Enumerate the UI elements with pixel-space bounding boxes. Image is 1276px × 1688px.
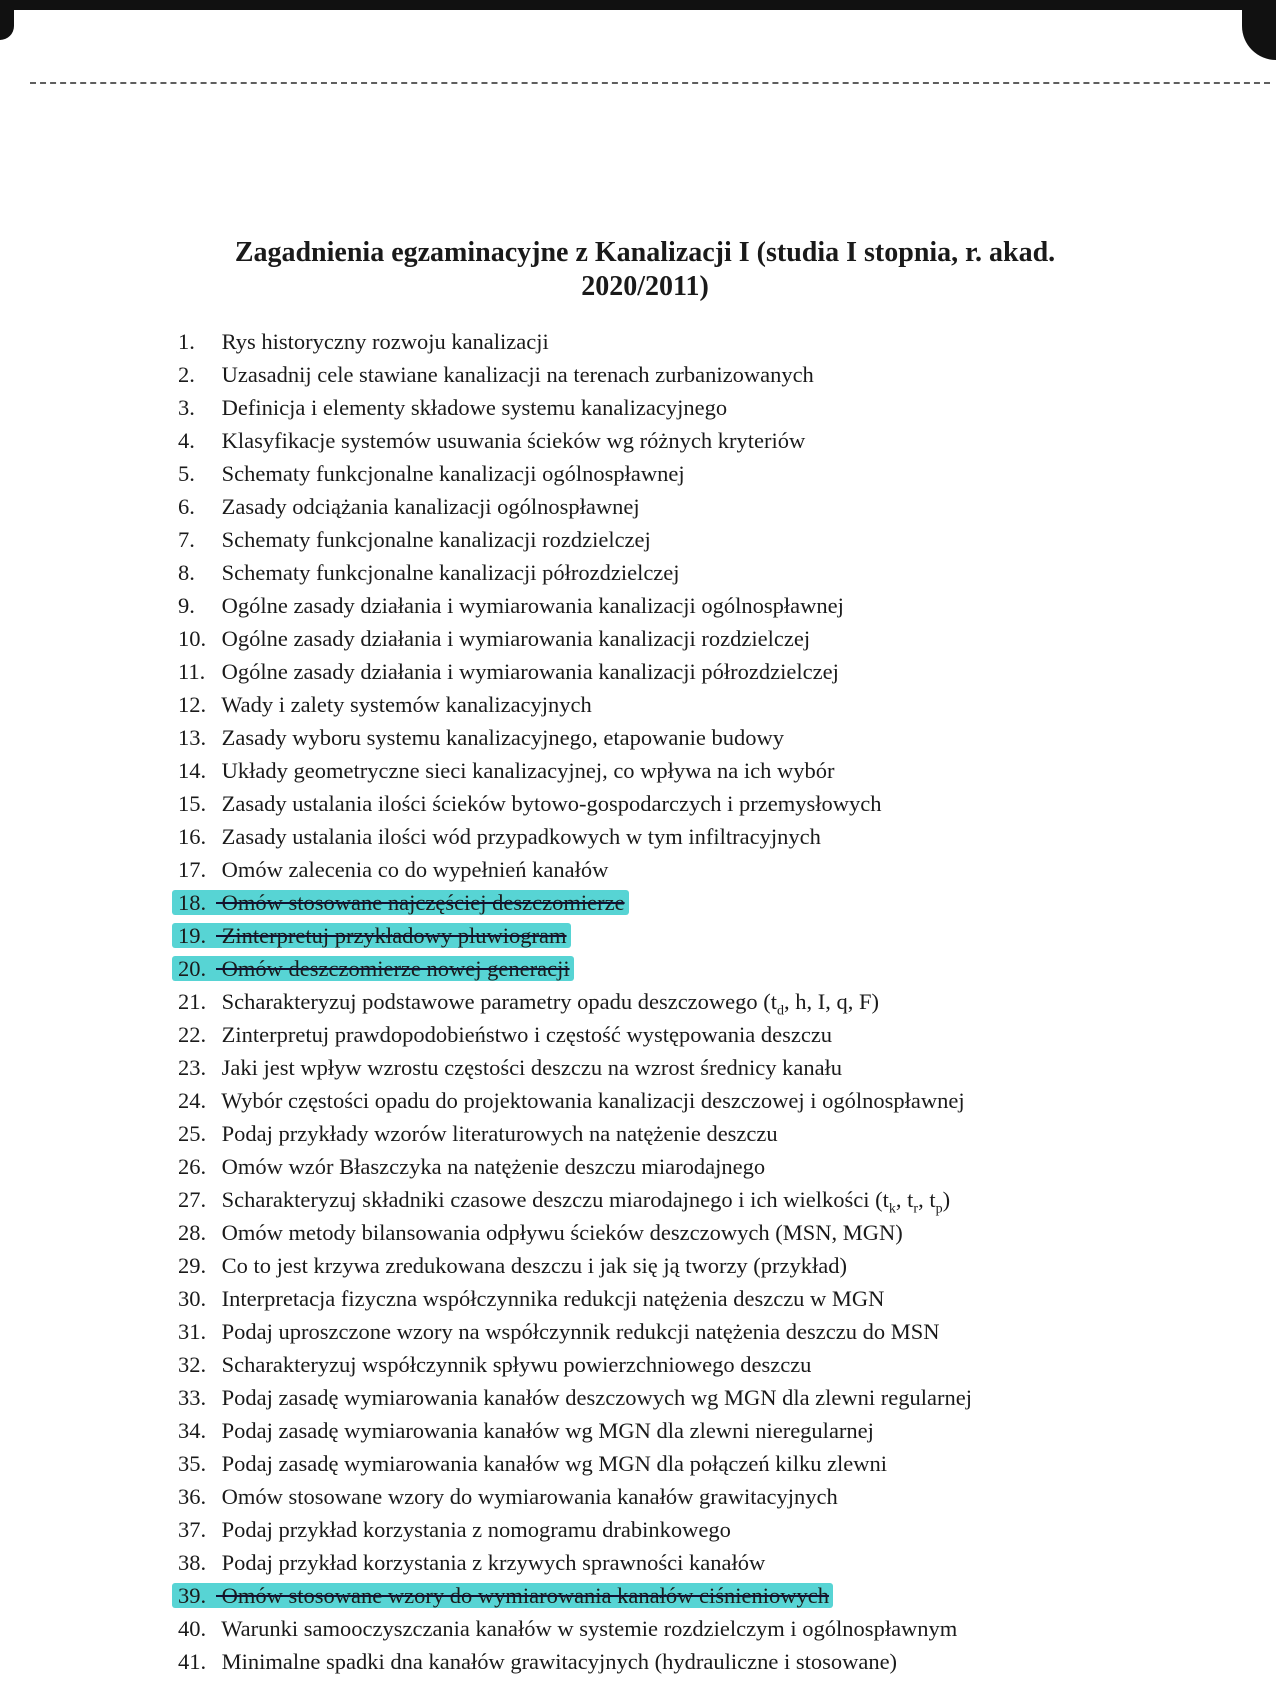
- item-content: [178, 758, 835, 783]
- item-content: [178, 1517, 731, 1542]
- highlighted-item: [172, 923, 571, 948]
- highlighted-item: [172, 1583, 833, 1608]
- exam-question-list: [178, 325, 1178, 1678]
- list-item: [178, 1381, 1178, 1414]
- list-item: [178, 325, 1178, 358]
- item-text: Jaki jest wpływ wzrostu częstości deszczu na wzrost średnicy kanału: [216, 1055, 843, 1080]
- item-number: 2.: [178, 362, 195, 387]
- highlighted-item: [172, 956, 574, 981]
- formula-part: , t: [918, 1187, 936, 1212]
- highlighted-item: [172, 890, 629, 915]
- item-number: 9.: [178, 593, 195, 618]
- item-number: 28.: [178, 1220, 207, 1245]
- item-content: [178, 395, 727, 420]
- list-item: [178, 1414, 1178, 1447]
- item-content: [178, 725, 784, 750]
- item-number: 30.: [178, 1286, 207, 1311]
- list-item: [178, 1282, 1178, 1315]
- item-number: 27.: [178, 1187, 207, 1212]
- list-item: [178, 1579, 1178, 1612]
- item-text: Podaj uproszczone wzory na współczynnik redukcji natężenia deszczu do MSN: [216, 1319, 940, 1344]
- item-number: 16.: [178, 824, 207, 849]
- item-text: Ogólne zasady działania i wymiarowania kanalizacji ogólnospławnej: [216, 593, 844, 618]
- formula-subscript: p: [935, 1201, 943, 1217]
- item-number: 15.: [178, 791, 207, 816]
- item-text: Podaj przykłady wzorów literaturowych na natężenie deszczu: [216, 1121, 778, 1146]
- item-content: [178, 1286, 884, 1311]
- list-item: [178, 1051, 1178, 1084]
- item-text: Podaj zasadę wymiarowania kanałów wg MGN dla zlewni nieregularnej: [216, 1418, 874, 1443]
- item-number: 13.: [178, 725, 207, 750]
- item-number: 36.: [178, 1484, 207, 1509]
- item-content: [178, 1022, 832, 1047]
- item-text: Warunki samooczyszczania kanałów w systemie rozdzielczym i ogólnospławnym: [216, 1616, 958, 1641]
- list-item: [178, 1612, 1178, 1645]
- formula-part: , h, I, q, F): [784, 989, 880, 1014]
- item-number: 26.: [178, 1154, 207, 1179]
- title-line-1: Zagadnienia egzaminacyjne z Kanalizacji I (studia I stopnia, r. akad.: [234, 237, 1056, 268]
- scan-edge-top: [0, 0, 1276, 10]
- formula-subscript: k: [888, 1201, 896, 1217]
- page-title: [200, 236, 1090, 304]
- list-item: [178, 589, 1178, 622]
- list-item: [178, 1546, 1178, 1579]
- item-number: 1.: [178, 329, 195, 354]
- item-text: Zasady ustalania ilości wód przypadkowych w tym infiltracyjnych: [216, 824, 821, 849]
- item-content: [178, 989, 880, 1019]
- item-text: Zasady ustalania ilości ścieków bytowo-gospodarczych i przemysłowych: [216, 791, 882, 816]
- item-text: Omów stosowane wzory do wymiarowania kanałów ciśnieniowych: [216, 1583, 829, 1608]
- list-item: [178, 1447, 1178, 1480]
- formula-part: ): [942, 1187, 951, 1212]
- item-text: Podaj przykład korzystania z nomogramu drabinkowego: [216, 1517, 731, 1542]
- item-number: 29.: [178, 1253, 207, 1278]
- list-item: [178, 1249, 1178, 1282]
- item-text: Schematy funkcjonalne kanalizacji ogólnospławnej: [216, 461, 685, 486]
- list-item: [178, 1183, 1178, 1216]
- item-text: Schematy funkcjonalne kanalizacji półrozdzielczej: [216, 560, 680, 585]
- item-content: [178, 1319, 940, 1344]
- item-text: Schematy funkcjonalne kanalizacji rozdzielczej: [216, 527, 651, 552]
- item-content: [178, 1352, 811, 1377]
- item-number: 19.: [178, 923, 207, 948]
- item-text: Omów stosowane najczęściej deszczomierze: [216, 890, 625, 915]
- item-number: 21.: [178, 989, 207, 1014]
- item-text: Podaj przykład korzystania z krzywych sprawności kanałów: [216, 1550, 766, 1575]
- item-content: [178, 824, 821, 849]
- item-text: Podaj zasadę wymiarowania kanałów wg MGN dla połączeń kilku zlewni: [216, 1451, 888, 1476]
- item-content: [178, 1154, 765, 1179]
- list-item: [178, 1480, 1178, 1513]
- item-content: [178, 1385, 972, 1410]
- list-item: [178, 985, 1178, 1018]
- list-item: [178, 1645, 1178, 1678]
- item-content: [178, 1088, 965, 1113]
- item-content: [178, 494, 640, 519]
- formula-subscript: r: [913, 1201, 919, 1217]
- item-content: [178, 428, 805, 453]
- item-number: 32.: [178, 1352, 207, 1377]
- item-content: [178, 1187, 951, 1217]
- list-item: [178, 1513, 1178, 1546]
- formula-part: t: [882, 1187, 889, 1212]
- list-item: [178, 457, 1178, 490]
- item-content: [178, 1451, 887, 1476]
- item-text: Zinterpretuj prawdopodobieństwo i częstość występowania deszczu: [216, 1022, 833, 1047]
- item-text: Rys historyczny rozwoju kanalizacji: [216, 329, 549, 354]
- item-number: 4.: [178, 428, 195, 453]
- item-number: 22.: [178, 1022, 207, 1047]
- item-text: Omów zalecenia co do wypełnień kanałów: [216, 857, 609, 882]
- item-number: 17.: [178, 857, 207, 882]
- item-text: Podaj zasadę wymiarowania kanałów deszczowych wg MGN dla zlewni regularnej: [216, 1385, 972, 1410]
- item-text: Zinterpretuj przykładowy pluwiogram: [216, 923, 567, 948]
- item-text: Interpretacja fizyczna współczynnika redukcji natężenia deszczu w MGN: [216, 1286, 885, 1311]
- item-number: 35.: [178, 1451, 207, 1476]
- item-content: [178, 1253, 847, 1278]
- list-item: [178, 523, 1178, 556]
- dashed-rule: [30, 82, 1270, 84]
- list-item: [178, 1315, 1178, 1348]
- list-item: [178, 1348, 1178, 1381]
- list-item: [178, 556, 1178, 589]
- item-text: Omów metody bilansowania odpływu ścieków deszczowych (MSN, MGN): [216, 1220, 903, 1245]
- list-item: [178, 688, 1178, 721]
- item-content: [178, 1649, 897, 1674]
- item-number: 41.: [178, 1649, 207, 1674]
- item-number: 23.: [178, 1055, 207, 1080]
- item-content: [178, 560, 680, 585]
- item-content: [178, 593, 844, 618]
- list-item: [178, 490, 1178, 523]
- list-item: [178, 853, 1178, 886]
- item-text: Wady i zalety systemów kanalizacyjnych: [216, 692, 592, 717]
- item-number: 34.: [178, 1418, 207, 1443]
- item-number: 11.: [178, 659, 206, 684]
- title-line-2: 2020/2011): [581, 271, 709, 302]
- item-text: Definicja i elementy składowe systemu kanalizacyjnego: [216, 395, 728, 420]
- list-item: [178, 754, 1178, 787]
- item-text: Minimalne spadki dna kanałów grawitacyjnych (hydrauliczne i stosowane): [216, 1649, 898, 1674]
- item-number: 6.: [178, 494, 195, 519]
- item-number: 40.: [178, 1616, 207, 1641]
- item-text: Scharakteryzuj podstawowe parametry opadu deszczowego (: [216, 989, 771, 1014]
- item-number: 5.: [178, 461, 195, 486]
- list-item: [178, 1018, 1178, 1051]
- item-text: Zasady odciążania kanalizacji ogólnospławnej: [216, 494, 640, 519]
- item-number: 39.: [178, 1583, 207, 1608]
- item-number: 37.: [178, 1517, 207, 1542]
- item-content: [178, 857, 608, 882]
- item-number: 14.: [178, 758, 207, 783]
- item-content: [178, 1418, 874, 1443]
- list-item: [178, 1216, 1178, 1249]
- list-item: [178, 424, 1178, 457]
- formula-subscript: d: [777, 1003, 785, 1019]
- item-number: 20.: [178, 956, 207, 981]
- item-text: Układy geometryczne sieci kanalizacyjnej, co wpływa na ich wybór: [216, 758, 835, 783]
- item-number: 8.: [178, 560, 195, 585]
- item-content: [178, 461, 685, 486]
- list-item: [178, 1150, 1178, 1183]
- item-number: 18.: [178, 890, 207, 915]
- item-content: [178, 1055, 842, 1080]
- item-content: [178, 329, 549, 354]
- list-item: [178, 919, 1178, 952]
- item-text: Scharakteryzuj składniki czasowe deszczu miarodajnego i ich wielkości (: [216, 1187, 883, 1212]
- item-text: Omów deszczomierze nowej generacji: [216, 956, 570, 981]
- item-number: 31.: [178, 1319, 207, 1344]
- item-content: [178, 362, 814, 387]
- list-item: [178, 622, 1178, 655]
- item-number: 24.: [178, 1088, 207, 1113]
- item-number: 3.: [178, 395, 195, 420]
- list-item: [178, 358, 1178, 391]
- item-text: Zasady wyboru systemu kanalizacyjnego, etapowanie budowy: [216, 725, 784, 750]
- item-text: Klasyfikacje systemów usuwania ścieków wg różnych kryteriów: [216, 428, 806, 453]
- item-text: Co to jest krzywa zredukowana deszczu i jak się ją tworzy (przykład): [216, 1253, 848, 1278]
- list-item: [178, 787, 1178, 820]
- list-item: [178, 820, 1178, 853]
- item-text: Uzasadnij cele stawiane kanalizacji na terenach zurbanizowanych: [216, 362, 814, 387]
- item-content: [178, 1550, 765, 1575]
- list-item: [178, 391, 1178, 424]
- list-item: [178, 655, 1178, 688]
- item-content: [178, 1484, 838, 1509]
- list-item: [178, 721, 1178, 754]
- item-text: Omów stosowane wzory do wymiarowania kanałów grawitacyjnych: [216, 1484, 838, 1509]
- item-content: [178, 791, 881, 816]
- list-item: [178, 1117, 1178, 1150]
- item-text: Scharakteryzuj współczynnik spływu powierzchniowego deszczu: [216, 1352, 812, 1377]
- item-text: Ogólne zasady działania i wymiarowania kanalizacji rozdzielczej: [216, 626, 811, 651]
- item-number: 12.: [178, 692, 207, 717]
- item-content: [178, 692, 592, 717]
- item-content: [178, 1220, 903, 1245]
- item-text: Ogólne zasady działania i wymiarowania kanalizacji półrozdzielczej: [216, 659, 839, 684]
- item-number: 7.: [178, 527, 195, 552]
- item-number: 25.: [178, 1121, 207, 1146]
- scan-edge-right: [1242, 0, 1276, 60]
- item-text: Wybór częstości opadu do projektowania kanalizacji deszczowej i ogólnospławnej: [216, 1088, 965, 1113]
- item-text: Omów wzór Błaszczyka na natężenie deszczu miarodajnego: [216, 1154, 766, 1179]
- list-item: [178, 952, 1178, 985]
- list-item: [178, 886, 1178, 919]
- formula-part: t: [770, 989, 778, 1014]
- item-number: 33.: [178, 1385, 207, 1410]
- item-number: 10.: [178, 626, 207, 651]
- item-content: [178, 1616, 957, 1641]
- item-content: [178, 626, 810, 651]
- item-content: [178, 1121, 778, 1146]
- formula-part: , t: [895, 1187, 914, 1212]
- item-content: [178, 659, 839, 684]
- item-number: 38.: [178, 1550, 207, 1575]
- item-content: [178, 527, 651, 552]
- list-item: [178, 1084, 1178, 1117]
- scan-edge-left: [0, 0, 14, 40]
